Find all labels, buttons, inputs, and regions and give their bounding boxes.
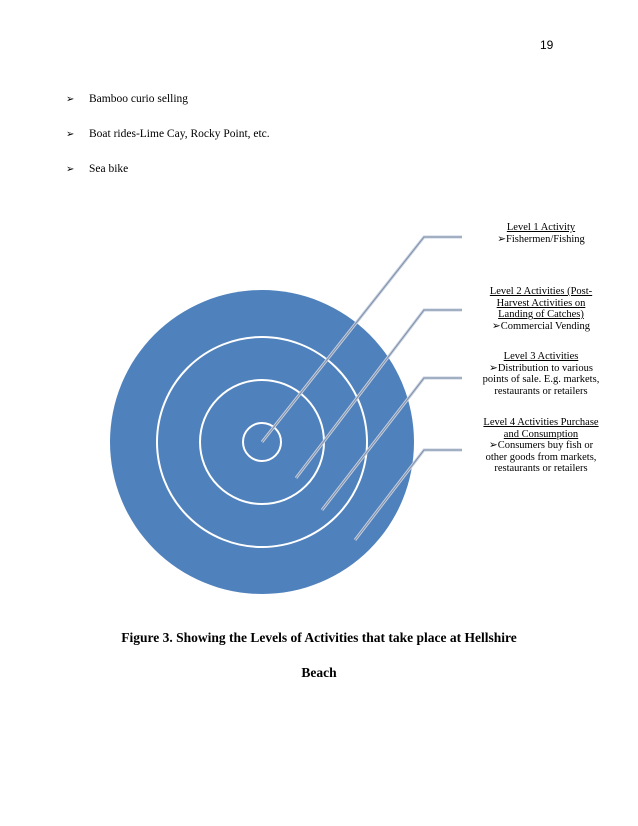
level-4-title-line: Level 4 Activities Purchase (483, 417, 599, 428)
arrow-bullet-icon: ➢ (66, 93, 75, 105)
level-4-title-line: and Consumption (503, 428, 579, 440)
list-item-text: Boat rides-Lime Cay, Rocky Point, etc. (89, 128, 270, 140)
level-3-title: Level 3 Activities (503, 351, 579, 362)
level-3-item: ➢Distribution to various (489, 362, 593, 374)
page-number: 19 (540, 38, 554, 52)
level-1-title: Level 1 Activity (506, 222, 576, 233)
level-4-item: other goods from markets, (485, 451, 597, 463)
level-2-title-line: Harvest Activities on (496, 297, 586, 309)
level-2-title-line: Landing of Catches) (498, 309, 584, 320)
level-3-label (463, 351, 619, 397)
arrow-bullet-icon: ➢ (66, 163, 75, 175)
level-2-title-line: Level 2 Activities (Post- (489, 286, 593, 297)
figure-caption-line-1: Figure 3. Showing the Levels of Activities that take place at Hellshire (121, 630, 517, 645)
list-item-text: Bamboo curio selling (89, 93, 189, 105)
level-2-item: ➢Commercial Vending (491, 320, 591, 332)
level-4-item: ➢Consumers buy fish or (488, 440, 594, 451)
list-item-text: Sea bike (89, 163, 129, 175)
level-3-item: restaurants or retailers (494, 385, 588, 397)
figure-caption-line-2: Beach (301, 665, 337, 680)
level-3-item: points of sale. E.g. markets, (482, 374, 600, 385)
level-1-item: ➢Fishermen/Fishing (497, 233, 585, 245)
level-1-label (463, 222, 619, 245)
level-4-item: restaurants or retailers (494, 463, 588, 474)
arrow-bullet-icon: ➢ (66, 128, 75, 140)
level-2-label (463, 286, 619, 332)
level-4-label (463, 417, 619, 475)
